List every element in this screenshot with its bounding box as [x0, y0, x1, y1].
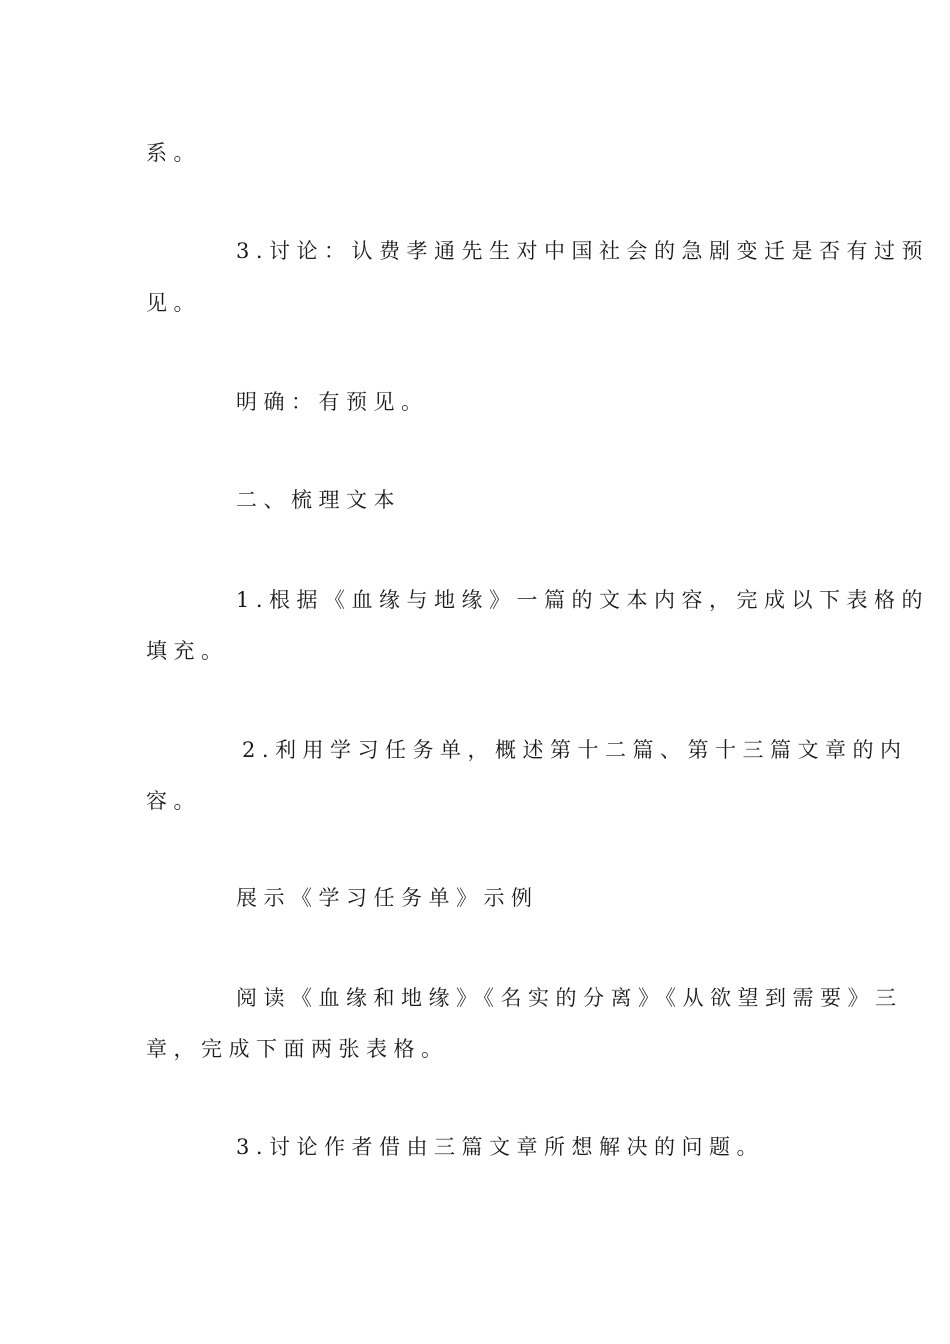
text-line-continuation: 系。 — [146, 141, 201, 165]
discussion-item-3-line-1: 3.讨论：认费孝通先生对中国社会的急剧变迁是否有过预 — [236, 239, 930, 263]
discussion-item-3-author-question: 3.讨论作者借由三篇文章所想解决的问题。 — [236, 1135, 765, 1159]
task-item-2-line-2: 容。 — [146, 789, 201, 813]
discussion-item-3-line-2: 见。 — [146, 291, 201, 315]
task-item-2-line-1: 2.利用学习任务单，概述第十二篇、第十三篇文章的内 — [242, 738, 908, 762]
task-item-1-line-1: 1.根据《血缘与地缘》一篇的文本内容，完成以下表格的 — [236, 588, 930, 612]
answer-clarification: 明确：有预见。 — [236, 390, 429, 414]
reading-instruction-line-1: 阅读《血缘和地缘》《名实的分离》《从欲望到需要》三 — [236, 986, 903, 1010]
reading-instruction-line-2: 章，完成下面两张表格。 — [146, 1037, 449, 1061]
task-item-1-line-2: 填充。 — [146, 639, 229, 663]
section-heading: 二、梳理文本 — [236, 488, 401, 512]
worksheet-example-label: 展示《学习任务单》示例 — [236, 886, 539, 910]
